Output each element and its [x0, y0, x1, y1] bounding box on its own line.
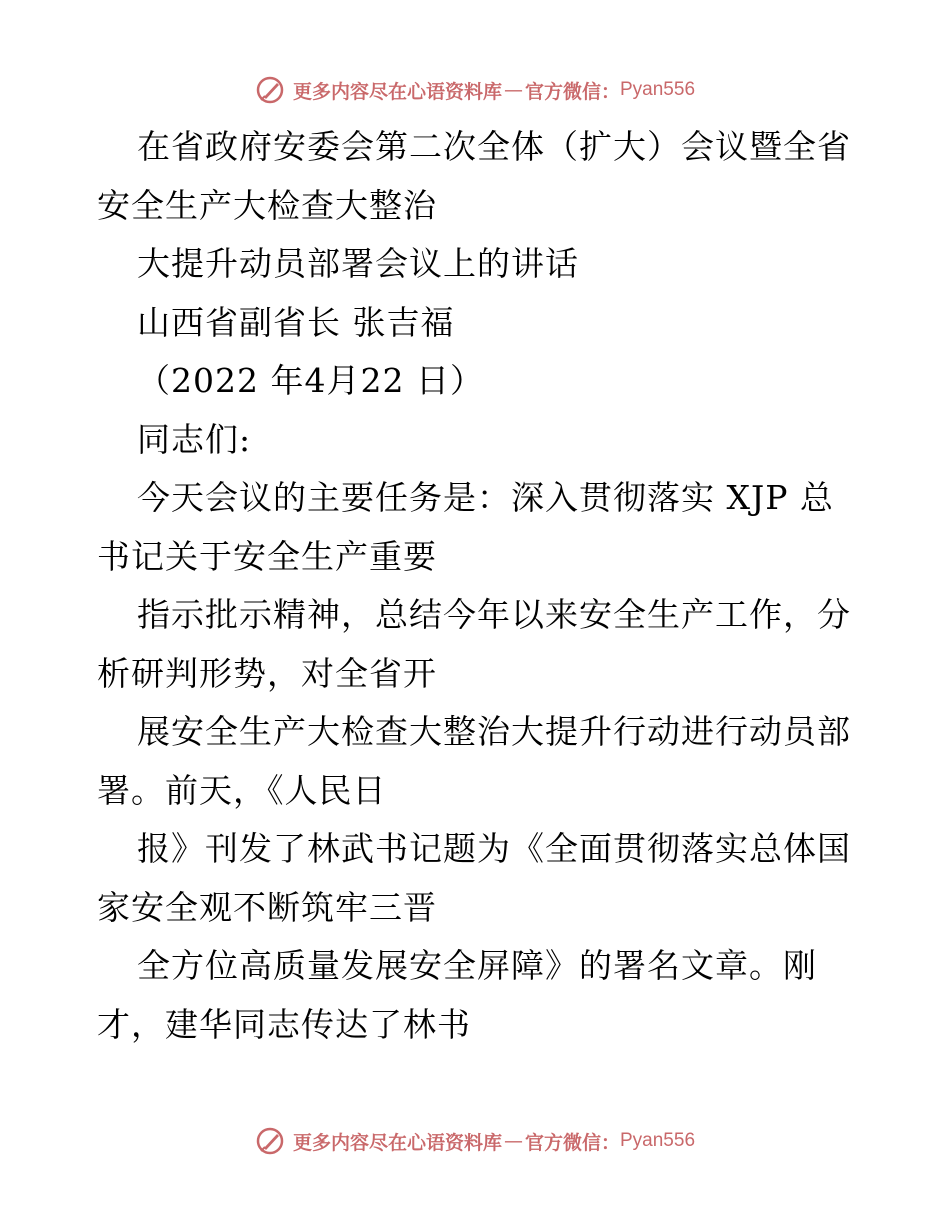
paragraph-line: 书记关于安全生产重要: [97, 536, 437, 576]
quill-logo-icon: [255, 75, 285, 105]
watermark-separator: —: [503, 79, 523, 101]
watermark-label: 官方微信：: [524, 1131, 620, 1154]
paragraph-line: 家安全观不断筑牢三晋: [97, 887, 437, 927]
watermark-wechat-id: Pyan556: [620, 1130, 696, 1151]
salutation-line: 同志们:: [137, 419, 252, 459]
watermark-site: 更多内容尽在心语资料库: [292, 80, 502, 103]
paragraph-line: 指示批示精神，总结今年以来安全生产工作，分: [137, 595, 851, 634]
watermark-site: 更多内容尽在心语资料库: [292, 1131, 502, 1154]
paragraph-line: 今天会议的主要任务是：深入贯彻落实 XJP 总: [137, 478, 834, 517]
paragraph-line: 才，建华同志传达了林书: [97, 1004, 471, 1044]
footer-watermark: [0, 1121, 950, 1161]
title-line-3: 大提升动员部署会议上的讲话: [137, 244, 579, 283]
paragraph-line: 全方位高质量发展安全屏障》的署名文章。刚: [137, 946, 817, 985]
header-watermark: [0, 70, 950, 110]
title-line-2: 安全生产大检查大整治: [97, 185, 437, 225]
watermark-label: 官方微信：: [524, 80, 620, 103]
paragraph-line: 署。前天，《人民日: [97, 770, 387, 810]
watermark-separator: —: [503, 1130, 523, 1152]
document-body: [97, 118, 857, 1054]
title-line-1: 在省政府安委会第二次全体（扩大）会议暨全省: [137, 127, 851, 166]
watermark-wechat-id: Pyan556: [620, 79, 696, 100]
paragraph-line: 展安全生产大检查大整治大提升行动进行动员部: [137, 712, 851, 751]
paragraph-line: 析研判形势，对全省开: [97, 653, 437, 693]
speaker-line: 山西省副省长 张吉福: [137, 302, 455, 342]
paragraph-line: 报》刊发了林武书记题为《全面贯彻落实总体国: [137, 829, 851, 868]
quill-logo-icon: [255, 1126, 285, 1156]
date-line: （2022 年4月22 日）: [137, 361, 484, 400]
